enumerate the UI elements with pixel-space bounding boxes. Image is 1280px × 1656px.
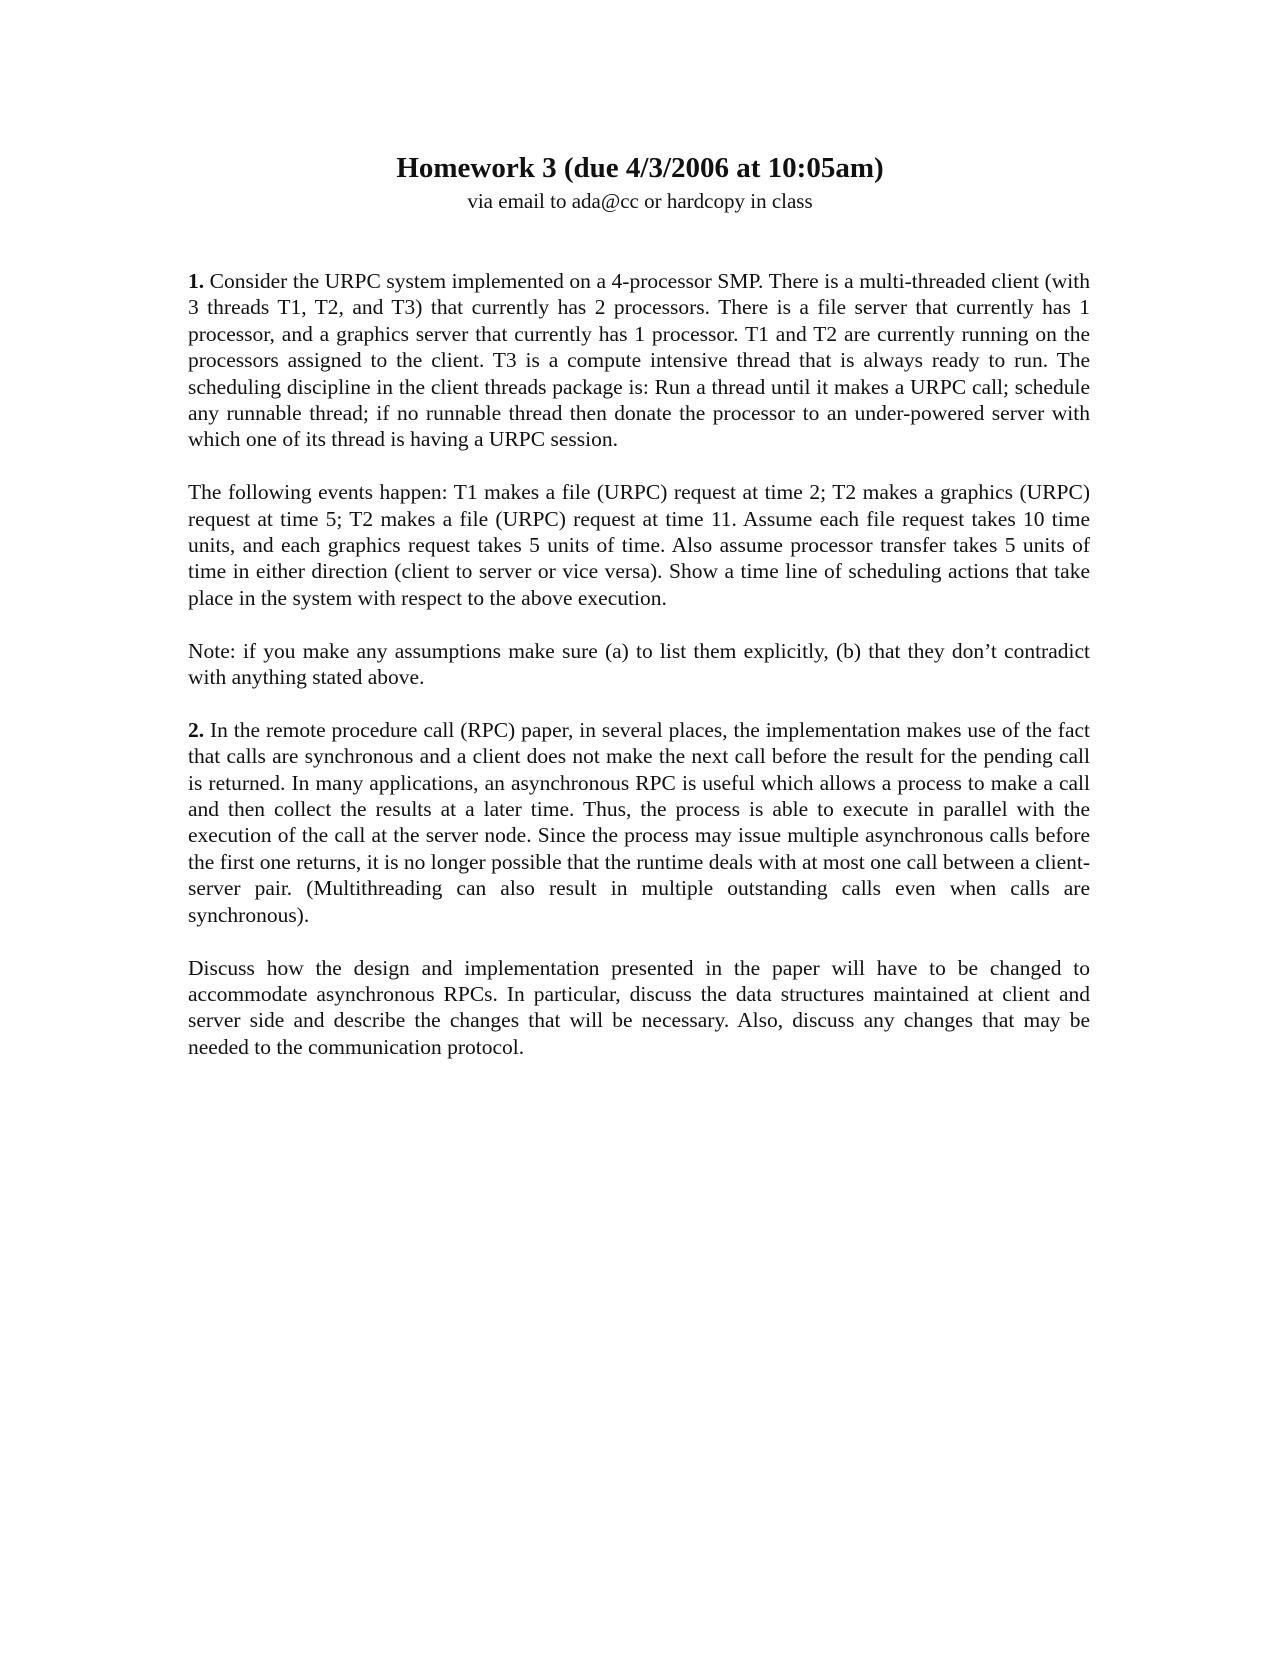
question-2-text: In the remote procedure call (RPC) paper, in several places, the implementation makes use of the fact that calls are synchronous and a client does not make the next call before the result for the pending call is returned. In many applications, an asynchronous RPC is useful which allows a process to make a call and then collect the results at a later time. Thus, the process is able to execute in parallel with the execution of the call at the server node. Since the process may issue multiple asynchronous calls before the first one returns, it is no longer possible that the runtime deals with at most one call between a client-server pair. (Multithreading can also result in multiple outstanding calls even when calls are synchronous). <box>188 717 1091 927</box>
homework-body <box>188 268 1090 1087</box>
question-1-text: Consider the URPC system implemented on a 4-processor SMP. There is a multi-threaded client (with 3 threads T1, T2, and T3) that currently has 2 processors. There is a file server that currently has 1 processor, and a graphics server that currently has 1 processor. T1 and T2 are currently running on the processors assigned to the client. T3 is a compute intensive thread that is always ready to run. The scheduling discipline in the client threads package is: Run a thread until it makes a URPC call; schedule any runnable thread; if no runnable thread then donate the processor to an under-powered server with which one of its thread is having a URPC session. <box>188 269 1090 452</box>
question-1-note: Note: if you make any assumptions make sure (a) to list them explicitly, (b) that they don’t contradict with anything stated above. <box>188 638 1090 690</box>
question-2-paragraph-2: Discuss how the design and implementation presented in the paper will have to be changed to accommodate asynchronous RPCs. In particular, discuss the data structures maintained at client and server side and describe the changes that will be necessary. Also, discuss any changes that may be needed to the communication protocol. <box>188 955 1090 1059</box>
page-subtitle: via email to ada@cc or hardcopy in class <box>467 189 813 213</box>
question-2-number: 2. <box>188 717 205 742</box>
question-1-paragraph-2: The following events happen: T1 makes a file (URPC) request at time 2; T2 makes a graphics (URPC) request at time 5; T2 makes a file (URPC) request at time 11. Assume each file request takes 10 time units, and each graphics request takes 5 units of time. Also assume processor transfer takes 5 units of time in either direction (client to server or vice versa). Show a time line of scheduling actions that take place in the system with respect to the above execution. <box>188 480 1090 610</box>
question-2-paragraph-1 <box>188 717 1090 928</box>
page-title: Homework 3 (due 4/3/2006 at 10:05am) <box>396 152 884 184</box>
question-1-number: 1. <box>188 269 205 293</box>
question-1-paragraph-1 <box>188 268 1090 453</box>
